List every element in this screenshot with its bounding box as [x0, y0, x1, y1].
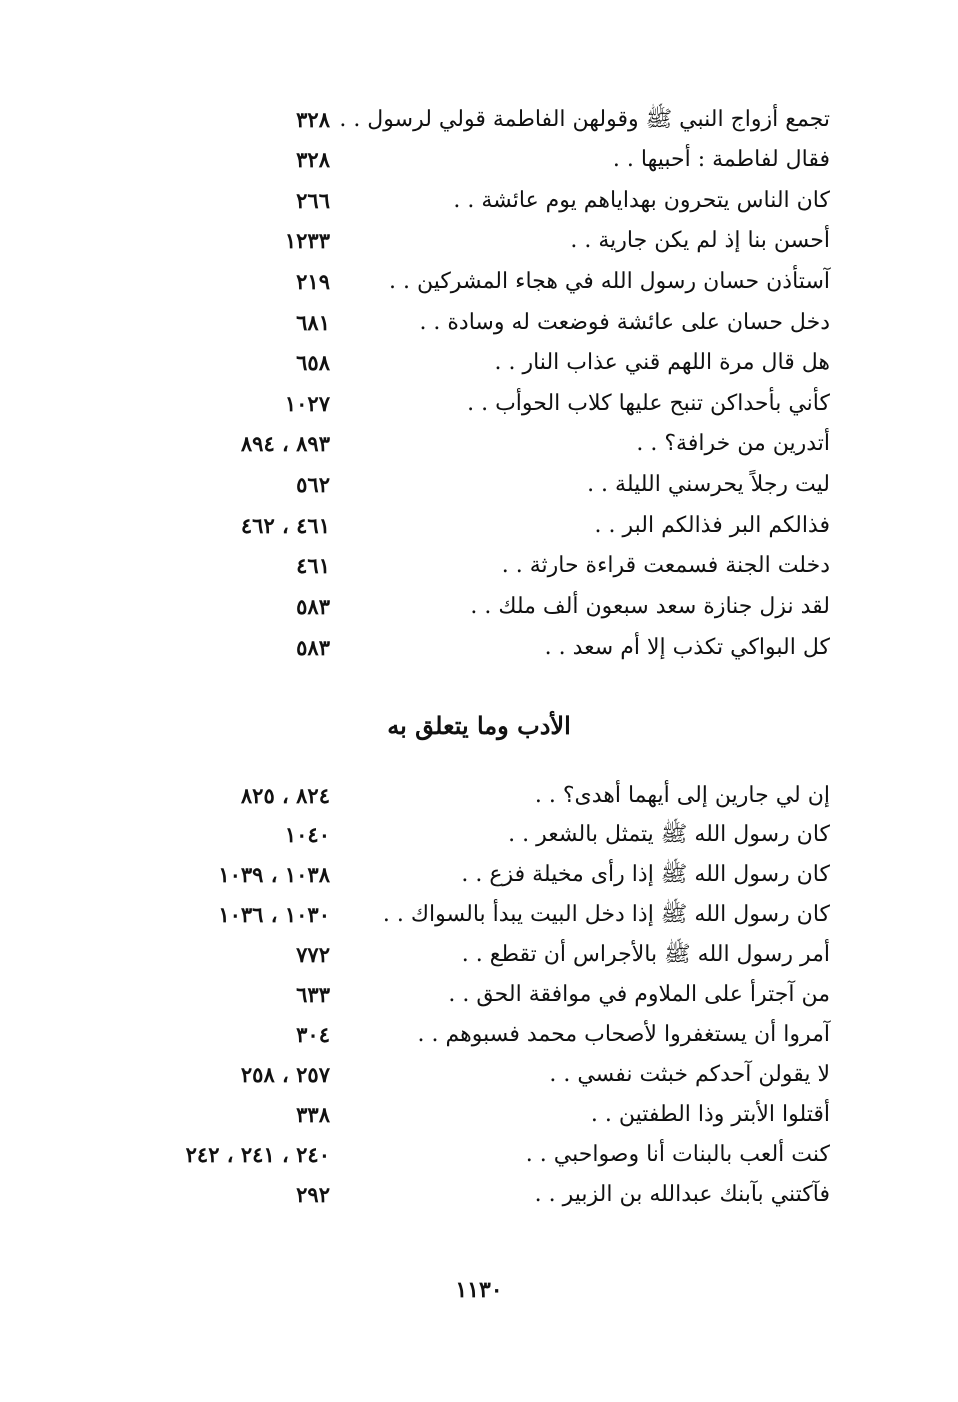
index-entry	[0, 303, 958, 343]
entry-text: كان رسول الله ﷺ يتمثل بالشعر . .	[508, 822, 830, 847]
index-entry	[0, 546, 958, 586]
entry-pages: ٣٢٨	[296, 147, 330, 172]
entry-pages: ١٠٤٠	[284, 822, 330, 847]
index-entry	[0, 975, 958, 1015]
page-number: ١١٣٠	[455, 1277, 503, 1303]
index-entry	[0, 1135, 958, 1175]
entry-pages: ٢١٩	[296, 269, 330, 294]
index-entry	[0, 1055, 958, 1095]
entry-text: آستأذن حسان رسول الله في هجاء المشركين . .	[388, 269, 830, 294]
entry-pages: ١٢٣٣	[284, 228, 330, 253]
entry-text: أتدرين من خرافة؟ . .	[636, 431, 830, 456]
entry-pages: ٣٠٤	[296, 1022, 330, 1047]
entry-text: هل قال مرة اللهم قني عذاب النار . .	[494, 350, 830, 375]
entry-pages: ٣٣٨	[296, 1102, 330, 1127]
index-entry	[0, 587, 958, 627]
entry-text: أحسن بنا إذ لم يكن جارية . .	[570, 228, 830, 253]
entry-pages: ٨٢٤ ، ٨٢٥	[240, 783, 330, 808]
entry-text: من آجترأ على الملاوم في موافقة الحق . .	[448, 982, 830, 1007]
entry-text: آمروا أن يستغفروا لأصحاب محمد فسبوهم . .	[417, 1022, 830, 1047]
entry-text: لا يقولن آحدكم خبثت نفسي . .	[549, 1062, 830, 1087]
entry-text: كان رسول الله ﷺ إذا رأى مخيلة فزع . .	[461, 862, 830, 887]
section-heading: الأدب وما يتعلق به	[387, 711, 571, 740]
index-entry	[0, 221, 958, 261]
index-entry	[0, 628, 958, 668]
entry-text: أقتلوا الأبتر وذا الطفتين . .	[590, 1102, 830, 1127]
index-entry	[0, 262, 958, 302]
entry-pages: ٦٣٣	[296, 982, 330, 1007]
entry-pages: ٢٩٢	[296, 1182, 330, 1207]
index-entry	[0, 424, 958, 464]
entry-pages: ٦٨١	[296, 310, 330, 335]
index-entry	[0, 815, 958, 855]
entry-text: تجمع أزواج النبي ﷺ وقولهن الفاطمة قولي لرسول . .	[339, 107, 830, 132]
entry-pages: ٢٤٠ ، ٢٤١ ، ٢٤٢	[185, 1142, 330, 1167]
index-entry	[0, 895, 958, 935]
entry-text: كأني بأحداكن تنبح عليها كلاب الحوأب . .	[467, 391, 830, 416]
entry-pages: ٨٩٣ ، ٨٩٤	[240, 431, 330, 456]
entry-text: دخلت الجنة فسمعت قراءة حارثة . .	[501, 553, 830, 578]
index-entry	[0, 343, 958, 383]
entry-text: فقال لفاطمة : أحبيها . .	[612, 147, 830, 172]
index-entry	[0, 100, 958, 140]
entry-text: كان الناس يتحرون بهداياهم يوم عائشة . .	[453, 188, 830, 213]
index-entry	[0, 1095, 958, 1135]
entry-pages: ٥٦٢	[296, 472, 330, 497]
entry-pages: ١٠٣٠ ، ١٠٣٦	[218, 902, 330, 927]
entry-text: دخل حسان على عائشة فوضعت له وسادة . .	[419, 310, 830, 335]
entry-text: فآكتني بآبنك عبدالله بن الزبير . .	[534, 1182, 830, 1207]
index-entry	[0, 384, 958, 424]
entry-text: كان رسول الله ﷺ إذا دخل البيت يبدأ بالسواك . .	[382, 902, 830, 927]
entry-pages: ١٠٢٧	[284, 391, 330, 416]
entry-pages: ٤٦١ ، ٤٦٢	[240, 513, 330, 538]
entry-pages: ٢٦٦	[296, 188, 330, 213]
entry-text: ليت رجلاً يحرسني الليلة . .	[587, 472, 830, 497]
entry-text: إن لي جارين إلى أيهما أهدى؟ . .	[534, 783, 830, 808]
index-entry	[0, 1175, 958, 1215]
index-entry	[0, 935, 958, 975]
index-entry	[0, 776, 958, 816]
entry-pages: ٢٥٧ ، ٢٥٨	[240, 1062, 330, 1087]
entry-pages: ٥٨٣	[296, 635, 330, 660]
index-entry	[0, 140, 958, 180]
entry-text: أمر رسول الله ﷺ بالأجراس أن تقطع . .	[461, 942, 830, 967]
index-entry	[0, 1015, 958, 1055]
entry-pages: ٥٨٣	[296, 594, 330, 619]
entry-pages: ٣٢٨	[296, 107, 330, 132]
entry-text: فذالكم البر فذالكم البر . .	[594, 513, 830, 538]
index-entry	[0, 181, 958, 221]
index-entry	[0, 465, 958, 505]
index-entry	[0, 855, 958, 895]
entry-text: كل البواكي تكذب إلا أم سعد . .	[544, 635, 830, 660]
entry-pages: ٤٦١	[296, 553, 330, 578]
entry-pages: ٦٥٨	[296, 350, 330, 375]
index-entry	[0, 506, 958, 546]
entry-pages: ١٠٣٨ ، ١٠٣٩	[218, 862, 330, 887]
entry-text: لقد نزل جنازة سعد سبعون ألف ملك . .	[470, 594, 830, 619]
entry-pages: ٧٧٢	[296, 942, 330, 967]
entry-text: كنت ألعب بالبنات أنا وصواحبي . .	[525, 1142, 830, 1167]
